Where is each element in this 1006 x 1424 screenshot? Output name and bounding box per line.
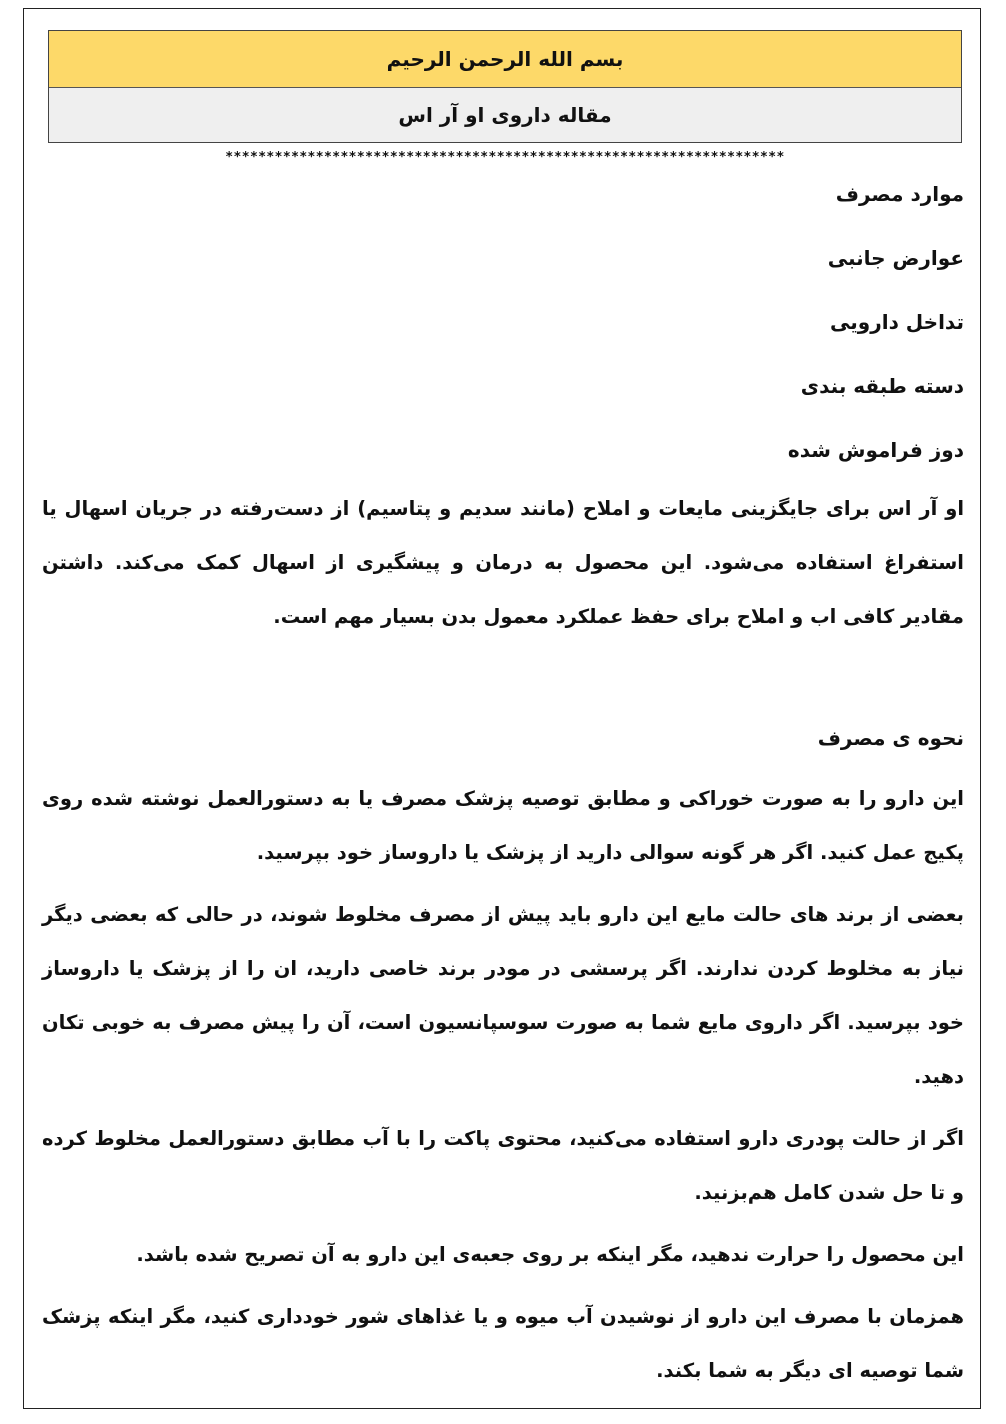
article-title: مقاله داروی او آر اس <box>49 88 961 142</box>
intro-paragraph: او آر اس برای جایگزینی مایعات و املاح (مانند سدیم و پتاسیم) از دست‌رفته در جریان اسهال یا استفراغ استفاده می‌شود. این محصول به درمان و پیشگیری از اسهال کمک می‌کند. داشتن مقادیر کافی اب و املاح برای حفظ عملکرد معمول بدن بسیار مهم است. <box>42 497 964 628</box>
basmala-row: بسم الله الرحمن الرحيم <box>49 31 961 88</box>
link-classification[interactable]: دسته طبقه بندی <box>800 374 964 398</box>
usage-heading: نحوه ی مصرف <box>817 726 964 750</box>
usage-paragraph: بعضی از برند های حالت مایع این دارو باید پیش از مصرف مخلوط شوند، در حالی که بعضی دیگر نیاز به مخلوط کردن ندارند. اگر پرسشی در مودر برند خاصی دارید، ان را از پزشک یا داروساز خود بپرسید. اگر داروی مایع شما به صورت سوسپانسیون است، آن را پیش مصرف به خوبی تکان دهید. <box>42 903 964 1088</box>
link-missed-dose[interactable]: دوز فراموش شده <box>787 438 964 462</box>
header-table <box>48 30 962 143</box>
usage-paragraph: این محصول را حرارت ندهید، مگر اینکه بر روی جعبه‌ی این دارو به آن تصریح شده باشد. <box>136 1243 964 1266</box>
usage-paragraph: این دارو را به صورت خوراکی و مطابق توصیه پزشک مصرف یا به دستورالعمل نوشته شده روی پکیج عمل کنید. اگر هر گونه سوالی دارید از پزشک یا داروساز خود بپرسید. <box>42 787 964 864</box>
star-separator: ******************************************************************** <box>225 150 785 165</box>
usage-paragraph: اگر از حالت پودری دارو استفاده می‌کنید، محتوی پاکت را با آب مطابق دستورالعمل مخلوط کرده و تا حل شدن کامل هم‌بزنید. <box>42 1127 964 1204</box>
usage-paragraph: همزمان با مصرف این دارو از نوشیدن آب میوه و یا غذاهای شور خودداری کنید، مگر اینکه پزشک شما توصیه ای دیگر به شما بکند. <box>42 1305 964 1382</box>
link-side-effects[interactable]: عوارض جانبی <box>827 246 964 270</box>
link-drug-interactions[interactable]: تداخل دارویی <box>830 310 964 334</box>
article-body <box>42 180 964 1406</box>
link-usage-cases[interactable]: موارد مصرف <box>835 182 964 206</box>
